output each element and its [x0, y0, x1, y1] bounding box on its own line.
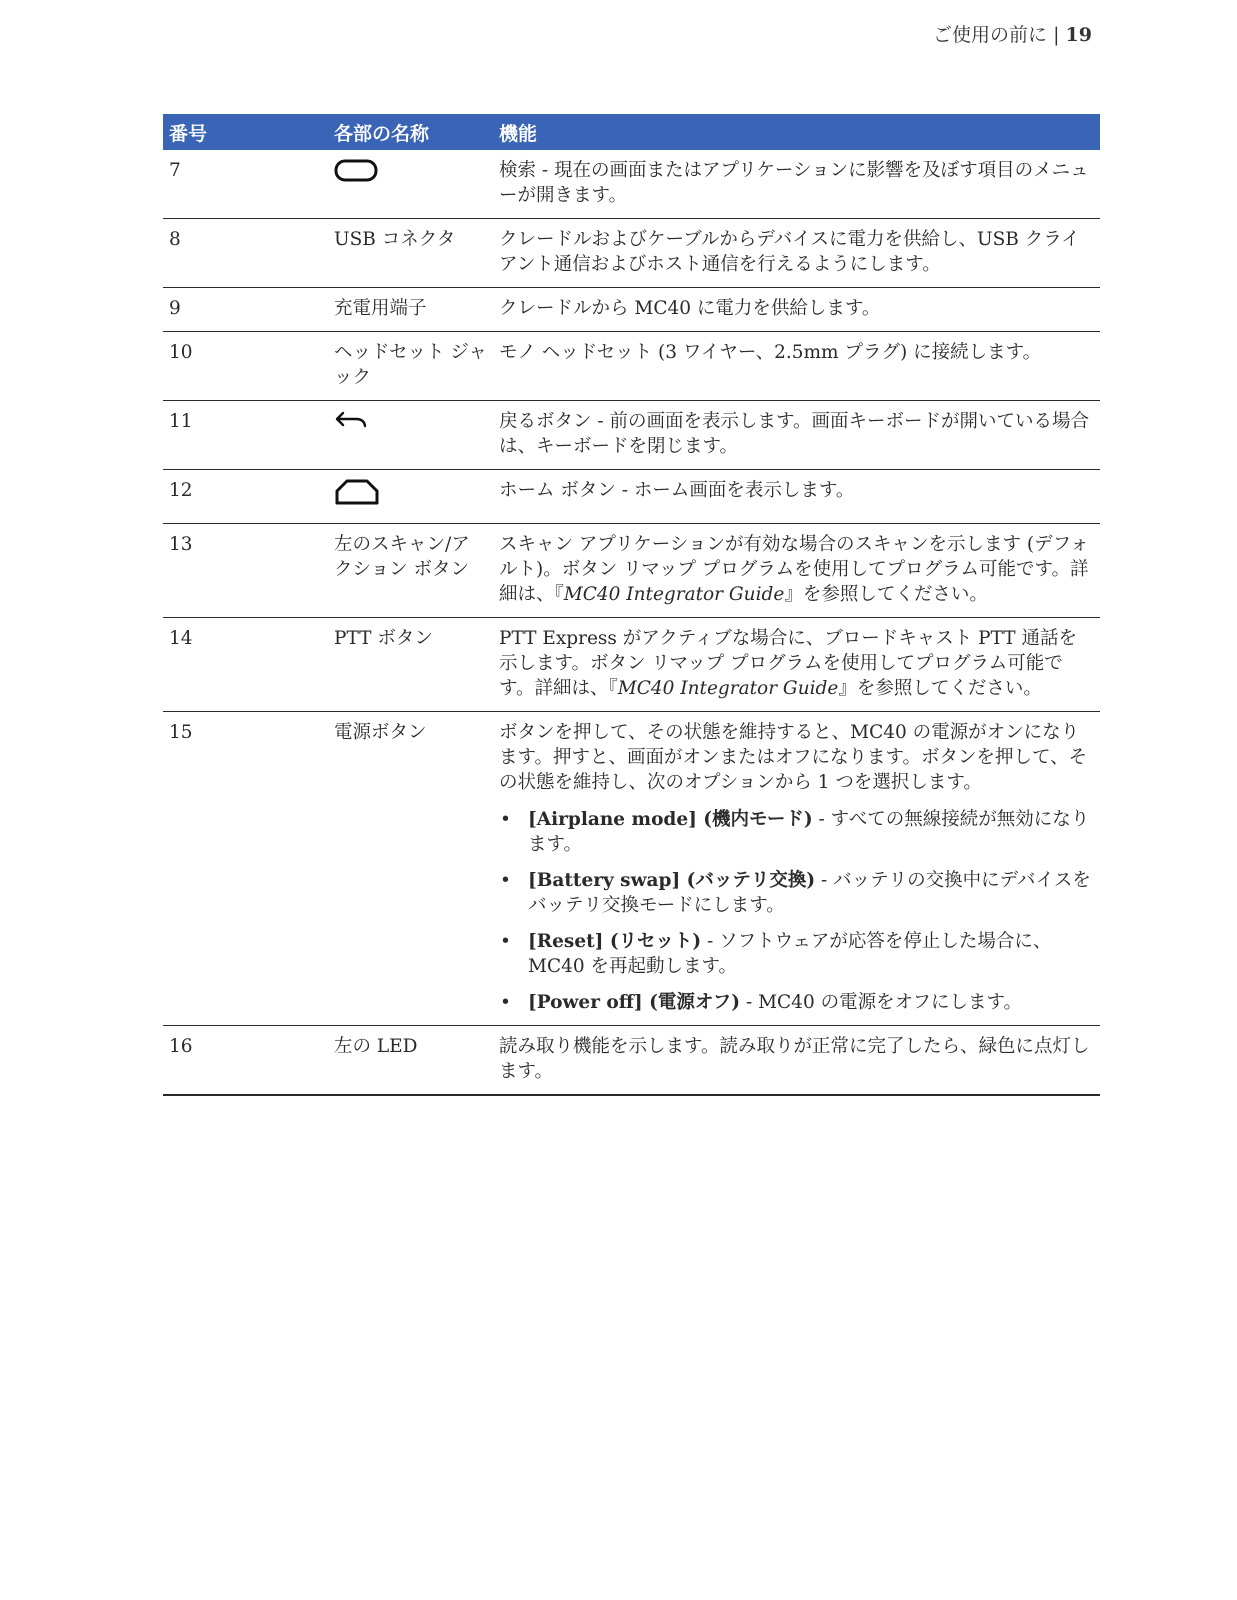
- row-part-name: PTT ボタン: [328, 618, 493, 712]
- option-description: - ソフトウェアが応答を停止した場合に、MC40 を再起動します。: [528, 931, 1052, 977]
- guide-reference: MC40 Integrator Guide: [617, 678, 839, 699]
- power-options-list: [499, 807, 1094, 1015]
- row-part-name: 左の LED: [328, 1026, 493, 1096]
- header-separator: |: [1053, 24, 1060, 46]
- list-item: [499, 807, 1094, 857]
- home-icon: [334, 478, 380, 513]
- row-part-name: [328, 401, 493, 470]
- row-number: 8: [163, 219, 328, 288]
- row-number: 11: [163, 401, 328, 470]
- row-number: 13: [163, 524, 328, 618]
- row-part-name: USB コネクタ: [328, 219, 493, 288]
- option-description: - すべての無線接続が無効になります。: [528, 809, 1090, 855]
- guide-reference: MC40 Integrator Guide: [563, 584, 785, 605]
- option-name: [Power off] (電源オフ): [528, 992, 741, 1013]
- function-text: 』を参照してください。: [784, 584, 988, 605]
- option-description: - バッテリの交換中にデバイスをバッテリ交換モードにします。: [528, 870, 1091, 916]
- row-function: ホーム ボタン - ホーム画面を表示します。: [493, 470, 1100, 524]
- search-key-icon: [334, 158, 378, 191]
- row-number: 12: [163, 470, 328, 524]
- table-row: [163, 470, 1100, 524]
- row-number: 7: [163, 150, 328, 219]
- option-name: [Airplane mode] (機内モード): [528, 809, 813, 830]
- row-function: [493, 712, 1100, 1026]
- option-name: [Reset] (リセット): [528, 931, 702, 952]
- table-row: [163, 219, 1100, 288]
- row-part-name: 充電用端子: [328, 288, 493, 332]
- row-function: [493, 524, 1100, 618]
- list-item: [499, 929, 1094, 979]
- row-part-name: [328, 150, 493, 219]
- row-part-name: [328, 470, 493, 524]
- option-name: [Battery swap] (バッテリ交換): [528, 870, 816, 891]
- row-function: 戻るボタン - 前の画面を表示します。画面キーボードが開いている場合は、キーボードを閉じます。: [493, 401, 1100, 470]
- row-part-name: ヘッドセット ジャック: [328, 332, 493, 401]
- table-row: [163, 524, 1100, 618]
- row-function: 読み取り機能を示します。読み取りが正常に完了したら、緑色に点灯します。: [493, 1026, 1100, 1096]
- row-number: 15: [163, 712, 328, 1026]
- parts-table: [163, 114, 1100, 1096]
- table-row: [163, 332, 1100, 401]
- column-header-part-name: 各部の名称: [328, 114, 493, 150]
- function-text: PTT Express がアクティブな場合に、ブロードキャスト PTT 通話を示します。ボタン リマップ プログラムを使用してプログラム可能です。詳細は、『: [499, 628, 1077, 699]
- table-row: [163, 401, 1100, 470]
- row-number: 14: [163, 618, 328, 712]
- table-row: [163, 150, 1100, 219]
- row-function: モノ ヘッドセット (3 ワイヤー、2.5mm プラグ) に接続します。: [493, 332, 1100, 401]
- table-header-row: [163, 114, 1100, 150]
- list-item: [499, 990, 1094, 1015]
- page-number: 19: [1065, 24, 1092, 46]
- row-function: クレードルおよびケーブルからデバイスに電力を供給し、USB クライアント通信およびホスト通信を行えるようにします。: [493, 219, 1100, 288]
- row-number: 10: [163, 332, 328, 401]
- row-part-name: 電源ボタン: [328, 712, 493, 1026]
- page-header: [933, 20, 1092, 47]
- row-part-name: 左のスキャン/アクション ボタン: [328, 524, 493, 618]
- table-row: [163, 1026, 1100, 1096]
- function-text: スキャン アプリケーションが有効な場合のスキャンを示します (デフォルト)。ボタン リマップ プログラムを使用してプログラム可能です。詳細は、『: [499, 534, 1089, 605]
- row-function: [493, 618, 1100, 712]
- table-row: [163, 288, 1100, 332]
- column-header-number: 番号: [163, 114, 328, 150]
- function-text: 』を参照してください。: [838, 678, 1042, 699]
- option-description: - MC40 の電源をオフにします。: [740, 992, 1023, 1013]
- table-row: [163, 618, 1100, 712]
- function-text: ボタンを押して、その状態を維持すると、MC40 の電源がオンになります。押すと、画面がオンまたはオフになります。ボタンを押して、その状態を維持し、次のオプションから 1 つを選択します。: [499, 722, 1088, 793]
- section-title: ご使用の前に: [933, 24, 1048, 46]
- row-function: クレードルから MC40 に電力を供給します。: [493, 288, 1100, 332]
- table-row: [163, 712, 1100, 1026]
- list-item: [499, 868, 1094, 918]
- column-header-function: 機能: [493, 114, 1100, 150]
- row-function: 検索 - 現在の画面またはアプリケーションに影響を及ぼす項目のメニューが開きます。: [493, 150, 1100, 219]
- back-arrow-icon: [334, 409, 368, 440]
- row-number: 9: [163, 288, 328, 332]
- row-number: 16: [163, 1026, 328, 1096]
